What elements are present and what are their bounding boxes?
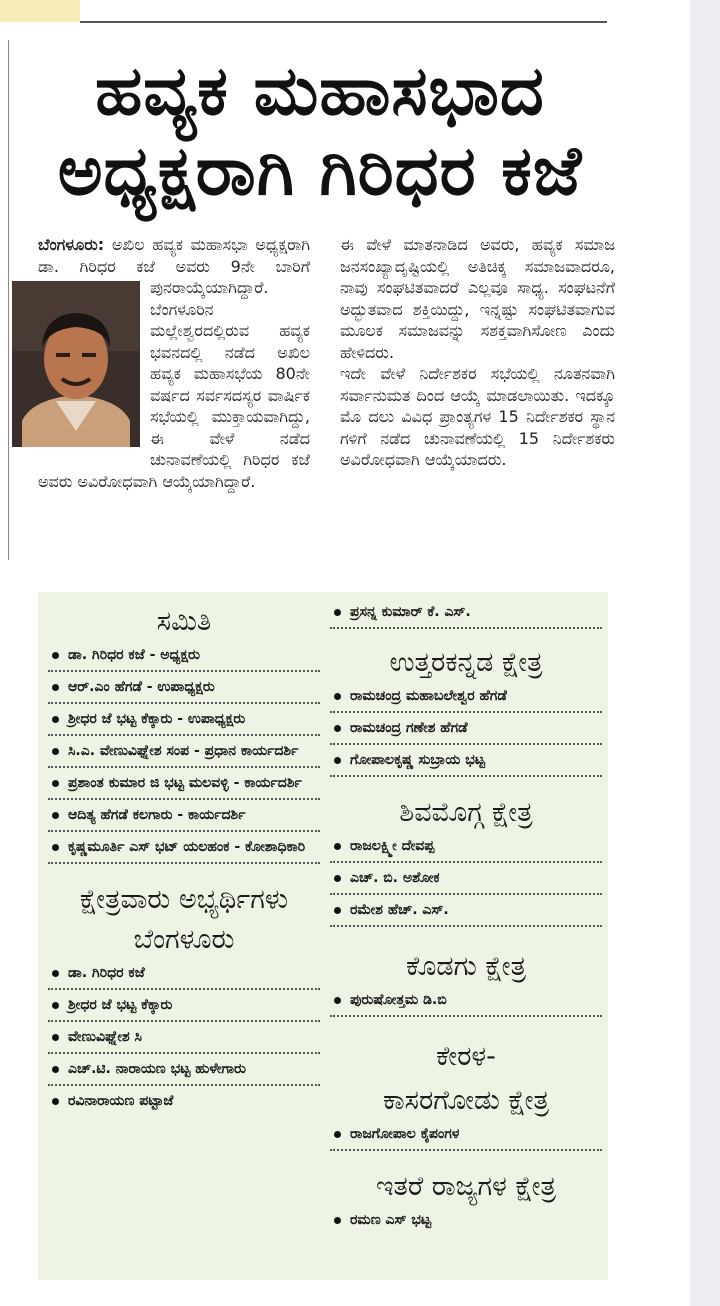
kerala-heading-2: ಕಾಸರಗೋಡು ಕ್ಷೇತ್ರ <box>383 1085 549 1116</box>
left-column-rule <box>8 40 9 560</box>
bullet-icon <box>52 1098 59 1105</box>
list-item: ಸಿ.ಎ. ವೇಣುವಿಘ್ನೇಶ ಸಂಪ - ಪ್ರಧಾನ ಕಾರ್ಯದರ್ಶಿ <box>48 736 320 768</box>
top-color-tab <box>0 0 80 22</box>
list-item: ಪ್ರಶಾಂತ ಕುಮಾರ ಜಿ ಭಟ್ಟ ಮಲವಳ್ಳಿ - ಕಾರ್ಯದರ್ಶಿ <box>48 768 320 800</box>
bullet-icon <box>52 780 59 787</box>
article-body-1: ಬೆಂಗಳೂರಿನ ಮಲ್ಲೇಶ್ವರದಲ್ಲಿರುವ ಹವ್ಯಕ ಭವನದಲ್ಲಿ ನಡೆದ ಅಖಿಲ ಹವ್ಯಕ ಮಹಾಸಭೆಯ 80ನೇ ವರ್ಷದ ಸರ್ವಸದಸ್ಯರ ವಾರ್ಷಿಕ ಸಭೆಯಲ್ಲಿ ಮುಕ್ತಾಯವಾಗಿದ್ದು, ಈ ವೇಳೆ ನಡೆದ ಚುನಾವಣೆಯಲ್ಲಿ ಗಿರಿಧರ ಕಜೆ ಅವರು ಅವಿರೋಧವಾಗಿ ಆಯ್ಕೆಯಾಗಿದ್ದಾರೆ. <box>38 299 310 491</box>
committee-list <box>48 640 320 864</box>
committee-heading: ಸಮಿತಿ <box>156 606 212 637</box>
bullet-icon <box>334 1217 341 1224</box>
bullet-icon <box>52 716 59 723</box>
bullet-icon <box>52 652 59 659</box>
article-column-2 <box>340 234 615 471</box>
results-sidebar <box>38 592 608 1280</box>
list-item: ಆದಿತ್ಯ ಹೆಗಡೆ ಕಲಗಾರು - ಕಾರ್ಯದರ್ಶಿ <box>48 800 320 832</box>
list-item: ಪ್ರಸನ್ನ ಕುಮಾರ್ ಕೆ. ಎಸ್. <box>330 592 602 629</box>
list-item: ರಾಜಗೋಪಾಲ ಕೈಪಂಗಳ <box>330 1119 602 1151</box>
bullet-icon <box>52 1034 59 1041</box>
candidates-heading: ಕ್ಷೇತ್ರವಾರು ಅಭ್ಯರ್ಥಿಗಳು <box>79 884 289 915</box>
article-column-1 <box>38 234 310 492</box>
list-item: ರಾಜಲಕ್ಷ್ಮೀ ದೇವಪ್ಪ <box>330 831 602 863</box>
list-item: ಶ್ರೀಧರ ಜೆ ಭಟ್ಟ ಕೆಕ್ಕಾರು - ಉಪಾಧ್ಯಕ್ಷರು <box>48 704 320 736</box>
list-item: ರಾಮಚಂದ್ರ ಗಣೇಶ ಹೆಗಡೆ <box>330 713 602 745</box>
bullet-icon <box>52 1066 59 1073</box>
other-states-heading: ಇತರೆ ರಾಜ್ಯಗಳ ಕ್ಷೇತ್ರ <box>376 1171 556 1202</box>
page-edge-strip <box>690 0 720 1306</box>
bullet-icon <box>334 907 341 914</box>
list-item: ಆರ್.ಎಂ ಹೆಗಡೆ - ಉಪಾಧ್ಯಕ್ಷರು <box>48 672 320 704</box>
list-item: ಶ್ರೀಧರ ಜೆ ಭಟ್ಟ ಕೆಕ್ಕಾರು <box>48 990 320 1022</box>
dateline: ಬೆಂಗಳೂರು: <box>38 235 105 254</box>
bullet-icon <box>52 748 59 755</box>
bullet-icon <box>334 757 341 764</box>
list-item: ಡಾ. ಗಿರಿಧರ ಕಜೆ <box>48 958 320 990</box>
portrait-photo <box>12 281 140 447</box>
headline-line-1: ಹವ್ಯಕ ಮಹಾಸಭಾದ <box>95 52 545 131</box>
bullet-icon <box>334 997 341 1004</box>
sidebar-left-column <box>48 592 320 1116</box>
article-para-2: ಈ ವೇಳೆ ಮಾತನಾಡಿದ ಅವರು, ಹವ್ಯಕ ಸಮಾಜ ಜನಸಂಖ್ಯಾದೃಷ್ಟಿಯಲ್ಲಿ ಅತಿಚಿಕ್ಕ ಸಮಾಜವಾದರೂ, ನಾವು ಸಂಘಟಿತವಾದರೆ ಎಲ್ಲವೂ ಸಾಧ್ಯ. ಸಂಘಟನೆಗೆ ಅದ್ಭುತವಾದ ಶಕ್ತಿಯಿದ್ದು, ಇನ್ನಷ್ಟು ಸಂಘಟಿತವಾಗುವ ಮೂಲಕ ಸಮಾಜವನ್ನು ಸಶಕ್ತವಾಗಿಸೋಣ ಎಂದು ಹೇಳಿದರು. <box>340 235 615 362</box>
top-rule <box>80 21 607 23</box>
list-item: ರವಿನಾರಾಯಣ ಪಟ್ಟಾಜೆ <box>48 1086 320 1116</box>
kerala-heading-1: ಕೇರಳ- <box>436 1041 496 1072</box>
sidebar-right-column <box>330 592 602 1235</box>
bullet-icon <box>334 843 341 850</box>
bullet-icon <box>334 875 341 882</box>
headline-line-2: ಅಧ್ಯಕ್ಷರಾಗಿ ಗಿರಿಧರ ಕಜೆ <box>57 132 583 211</box>
kodagu-heading: ಕೊಡಗು ಕ್ಷೇತ್ರ <box>405 951 527 982</box>
list-item: ರಾಮಚಂದ್ರ ಮಹಾಬಲೇಶ್ವರ ಹೆಗಡೆ <box>330 681 602 713</box>
list-item: ಎಚ್.ಟಿ. ನಾರಾಯಣ ಭಟ್ಟ ಹುಳೇಗಾರು <box>48 1054 320 1086</box>
list-item: ಎಚ್. ಬಿ. ಅಶೋಕ <box>330 863 602 895</box>
article-lead: ಅಖಿಲ ಹವ್ಯಕ ಮಹಾಸಭಾ ಅಧ್ಯಕ್ಷರಾಗಿ ಡಾ. ಗಿರಿಧರ ಕಜೆ ಅವರು 9ನೇ ಬಾರಿಗೆ ಪುನರಾಯ್ಕೆಯಾಗಿದ್ದಾರೆ. <box>38 235 310 297</box>
bullet-icon <box>334 725 341 732</box>
bullet-icon <box>52 684 59 691</box>
list-item: ವೇಣುವಿಘ್ನೇಶ ಸಿ <box>48 1022 320 1054</box>
uttarakannada-heading: ಉತ್ತರಕನ್ನಡ ಕ್ಷೇತ್ರ <box>389 647 543 678</box>
bengaluru-heading: ಬೆಂಗಳೂರು <box>133 924 235 955</box>
list-item: ಕೃಷ್ಣಮೂರ್ತಿ ಎಸ್ ಭಟ್ ಯಲಹಂಕ - ಕೋಶಾಧಿಕಾರಿ <box>48 832 320 864</box>
bullet-icon <box>52 844 59 851</box>
article-para-3: ಇದೇ ವೇಳೆ ನಿರ್ದೇಶಕರ ಸಭೆಯಲ್ಲಿ ನೂತನವಾಗಿ ಸರ್ವಾನುಮತ ದಿಂದ ಆಯ್ಕೆ ಮಾಡಲಾಯಿತು. ಇದಕ್ಕೂ ಮೊ ದಲು ವಿವಿಧ ಪ್ರಾಂತ್ಯಗಳ 15 ನಿರ್ದೇಶಕರ ಸ್ಥಾನ ಗಳಿಗೆ ನಡೆದ ಚುನಾವಣೆಯಲ್ಲಿ 15 ನಿರ್ದೇಶಕರು ಅವಿರೋಧವಾಗಿ ಆಯ್ಕೆಯಾದರು. <box>340 364 615 469</box>
bullet-icon <box>52 812 59 819</box>
list-item: ಗೋಪಾಲಕೃಷ್ಣ ಸುಬ್ರಾಯ ಭಟ್ಟ <box>330 745 602 777</box>
bullet-icon <box>334 609 341 616</box>
bullet-icon <box>334 1131 341 1138</box>
list-item: ರಮೇಶ ಹೆಚ್. ಎಸ್. <box>330 895 602 927</box>
bullet-icon <box>52 970 59 977</box>
list-item: ಡಾ. ಗಿರಿಧರ ಕಜೆ - ಅಧ್ಯಕ್ಷರು <box>48 640 320 672</box>
list-item: ಪುರುಷೋತ್ತಮ ಡಿ.ಬಿ <box>330 985 602 1017</box>
bengaluru-list <box>48 958 320 1116</box>
list-item: ರಮಣ ಎಸ್ ಭಟ್ಟ <box>330 1205 602 1235</box>
bullet-icon <box>52 1002 59 1009</box>
shivamogga-heading: ಶಿವಮೊಗ್ಗ ಕ್ಷೇತ್ರ <box>399 797 533 828</box>
bullet-icon <box>334 693 341 700</box>
